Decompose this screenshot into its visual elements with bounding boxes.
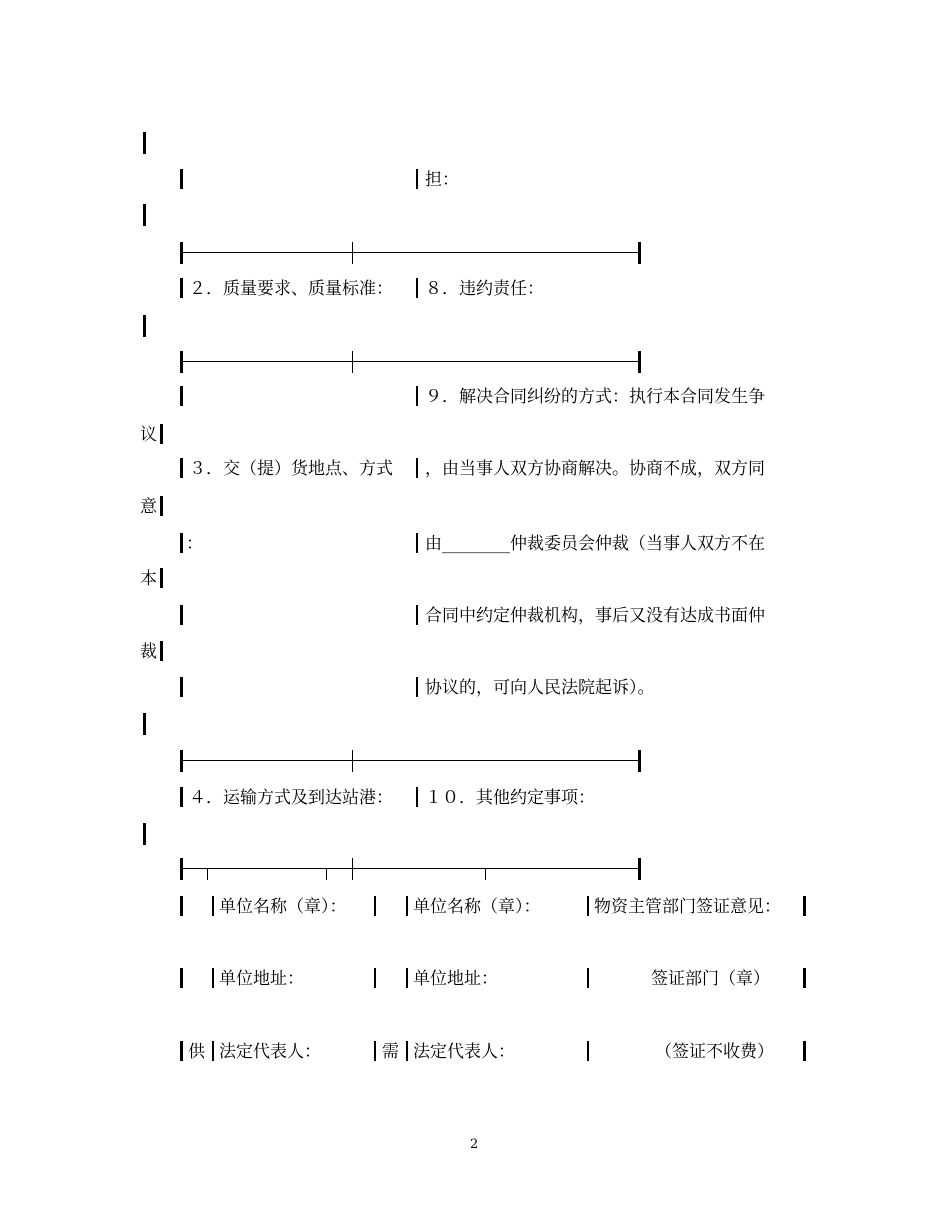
breach-liability-label: ８．违约责任： [425,279,544,299]
buyer-unit-address: 单位地址： [413,969,498,989]
table-border-mark [143,713,146,735]
authority-opinion: 物资主管部门签证意见： [594,897,781,917]
guarantee-text: 担： [425,170,459,190]
table-border-mark [160,496,163,516]
column-divider [212,1041,214,1061]
delivery-location-label: ３．交（提）货地点、方式 [189,459,393,479]
dispute-resolution-line: 由________仲裁委员会仲裁（当事人双方不在 [425,534,765,554]
column-divider [406,968,408,988]
quality-requirements-label: ２．质量要求、质量标准： [189,279,393,299]
table-border-mark [180,1041,183,1061]
column-divider [416,386,418,406]
dispute-resolution-line: 合同中约定仲裁机构，事后又没有达成书面仲 [425,606,765,626]
transport-method-label: ４．运输方式及到达站港： [189,788,393,808]
column-divider [416,533,418,553]
column-divider [374,968,376,988]
column-divider [587,1041,589,1061]
column-divider [416,787,418,807]
table-border-mark [143,132,146,154]
table-border-mark [160,568,163,588]
column-divider [374,1041,376,1061]
supplier-unit-name: 单位名称（章）： [219,897,347,917]
column-divider [416,677,418,697]
column-divider [587,968,589,988]
authority-no-fee: （签证不收费） [655,1042,774,1062]
column-divider [406,896,408,916]
table-border-mark [160,424,163,444]
wrapped-char: 本 [140,569,157,589]
table-border-mark [143,204,146,226]
column-divider [416,169,418,189]
table-border-mark [143,315,146,337]
table-border-mark [180,278,183,298]
supplier-unit-address: 单位地址： [219,969,304,989]
table-border-mark [180,458,183,478]
column-divider [416,278,418,298]
table-border-mark [803,968,806,988]
wrapped-char: 议 [140,425,157,445]
page-number: 2 [470,1137,479,1152]
other-terms-label: １０．其他约定事项： [425,788,595,808]
supplier-legal-rep: 法定代表人： [219,1042,321,1062]
table-border-mark [160,641,163,661]
wrapped-char: 裁 [140,642,157,662]
column-divider [406,1041,408,1061]
table-border-mark [180,787,183,807]
table-border-mark [180,605,183,625]
buyer-legal-rep: 法定代表人： [413,1042,515,1062]
table-border-mark [180,169,183,189]
supplier-side-label: 供 [188,1042,205,1062]
authority-dept-seal: 签证部门（章） [651,969,770,989]
table-border-mark [180,677,183,697]
buyer-side-label: 需 [382,1042,399,1062]
buyer-unit-name: 单位名称（章）： [413,897,541,917]
dispute-resolution-line: ９．解决合同纠纷的方式：执行本合同发生争 [425,387,765,407]
column-divider [212,968,214,988]
column-divider [416,605,418,625]
table-border-mark [180,968,183,988]
table-border-mark [143,823,146,845]
dispute-resolution-line: ，由当事人双方协商解决。协商不成，双方同 [425,459,765,479]
table-border-mark [803,1041,806,1061]
delivery-location-cont: ： [186,534,203,554]
table-border-mark [803,896,806,916]
table-border-mark [180,896,183,916]
table-border-mark [180,533,183,553]
table-border-mark [180,386,183,406]
dispute-resolution-line: 协议的，可向人民法院起诉）。 [425,678,655,698]
column-divider [212,896,214,916]
column-divider [416,458,418,478]
wrapped-char: 意 [140,497,157,517]
column-divider [374,896,376,916]
column-divider [587,896,589,916]
